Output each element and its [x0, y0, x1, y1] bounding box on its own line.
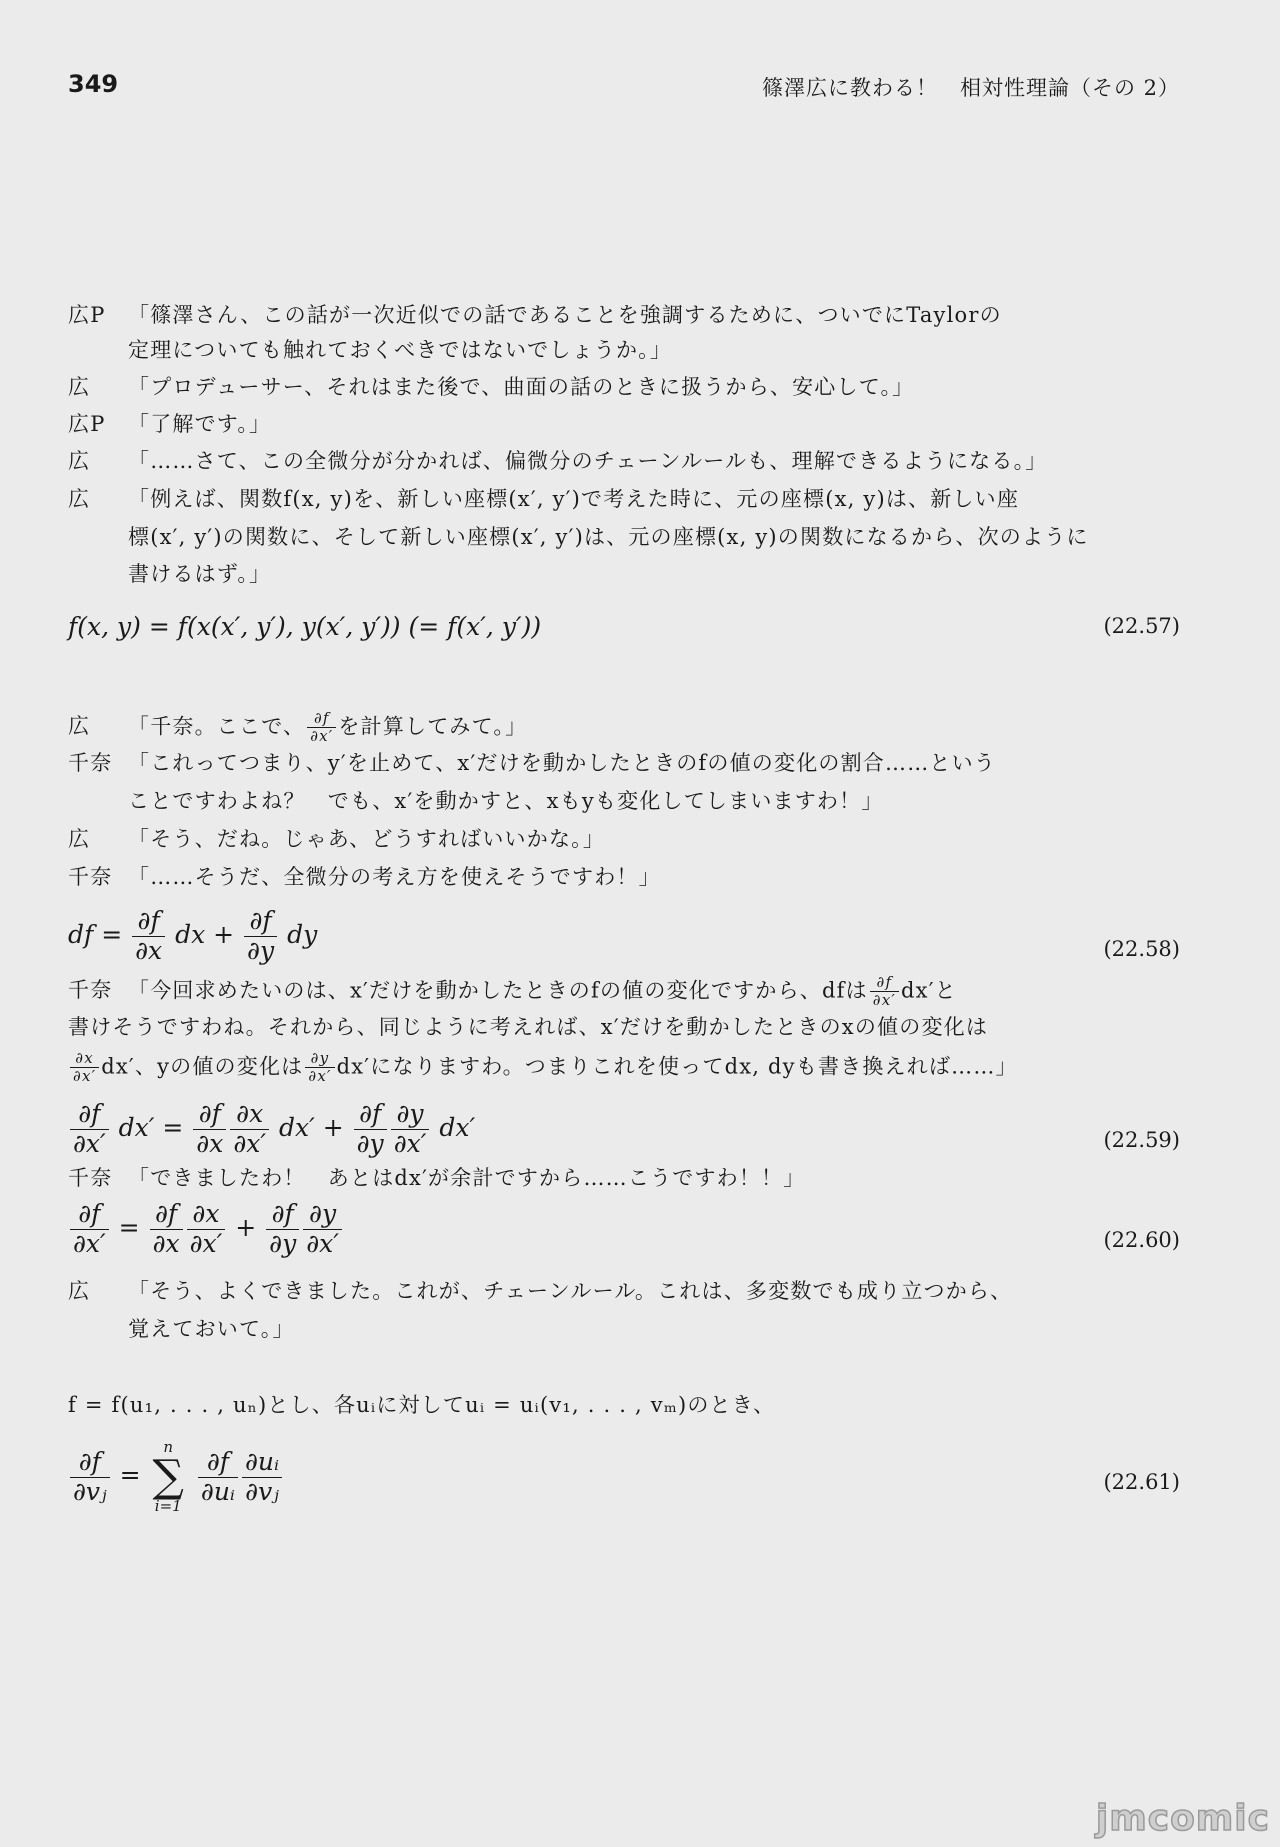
inline-fraction: $\frac{\partial f}{\partial x'}$ [307, 710, 336, 746]
page-number: 349 [68, 70, 119, 98]
equation-number: (22.59) [1103, 1128, 1180, 1152]
dialogue-line: 書けるはず。」 [128, 562, 272, 586]
theorem-statement: f = f(u₁, . . . , uₙ)とし、各uᵢに対してuᵢ = uᵢ(v₁, . . . , vₘ)のとき、 [68, 1393, 776, 1417]
equation-number: (22.58) [1103, 937, 1180, 961]
dialogue-line: 千奈 「今回求めたいのは、x′だけを動かしたときのfの値の変化ですから、dfは $\frac{\partial f}{\partial x'}$ dx′と [68, 973, 957, 1010]
dialogue-line: 広 「千奈。ここで、 $\frac{\partial f}{\partial x'}$ を計算してみて。」 [68, 709, 528, 746]
dialogue-line: 広 「そう、だね。じゃあ、どうすればいいかな。」 [68, 827, 606, 851]
summation: n ∑ i=1 [152, 1438, 184, 1515]
equation-22-59: $\frac{\partial f}{\partial x'}$ dx′ = $\frac{\partial f}{\partial x}$ $\frac{\partial x}{\partial x'}$ dx′ + $\frac{\partial f}{\partial y}$ $\frac{\partial y}{\partial x'}$ dx′ (22.59) [68, 1100, 1178, 1159]
dialogue-line: ことですわよね？ でも、x′を動かすと、xもyも変化してしまいますわ！」 [128, 789, 884, 813]
running-title: 篠澤広に教わる！ 相対性理論（その 2） [761, 76, 1180, 100]
dialogue-line: $\frac{\partial x}{\partial x'}$ dx′、yの値の変化は $\frac{\partial y}{\partial x'}$ dx′になりますわ。つまりこれを使ってdx, dyも書き換えれば……」 [68, 1050, 1018, 1086]
dialogue-line: 標(x′, y′)の関数に、そして新しい座標(x′, y′)は、元の座標(x, y)の関数になるから、次のように [128, 525, 1089, 549]
watermark: jmcomic [1095, 1798, 1270, 1839]
dialogue-line: 書けそうですわね。それから、同じように考えれば、x′だけを動かしたときのxの値の変化は [68, 1015, 989, 1039]
equation-22-61: $\frac{\partial f}{\text{∂vⱼ}}$ = n ∑ i=1 $\frac{\partial f}{\text{∂uᵢ}}$ $\frac{\text{∂uᵢ}}{\text{∂vⱼ}}$ (22.61) [68, 1440, 1178, 1514]
equation-number: (22.61) [1103, 1470, 1180, 1494]
equation-22-57: f(x, y) = f(x(x′, y′), y(x′, y′)) (= f(x′, y′)) (22.57) [68, 612, 1180, 641]
equation-22-58: df = $\frac{\partial f}{\partial x}$ dx + $\frac{\partial f}{\partial y}$ dy (22.58) [68, 906, 1180, 965]
dialogue-line: 広P 「篠澤さん、この話が一次近似での話であることを強調するために、ついでにTaylorの [68, 303, 1002, 327]
dialogue-line: 定理についても触れておくべきではないでしょうか。」 [128, 338, 673, 362]
dialogue-line: 千奈 「これってつまり、y′を止めて、x′だけを動かしたときのfの値の変化の割合……という [68, 751, 996, 775]
dialogue-line: 千奈 「……そうだ、全微分の考え方を使えそうですわ！」 [68, 865, 661, 889]
dialogue-line: 千奈 「できましたわ！ あとはdx′が余計ですから……こうですわ！！」 [68, 1166, 806, 1190]
dialogue-line: 広 「そう、よくできました。これが、チェーンルール。これは、多変数でも成り立つから、 [68, 1279, 1013, 1303]
dialogue-line: 覚えておいて。」 [128, 1317, 295, 1341]
dialogue-line: 広 「プロデューサー、それはまた後で、曲面の話のときに扱うから、安心して。」 [68, 375, 915, 399]
equation-number: (22.60) [1103, 1228, 1180, 1252]
dialogue-line: 広 「……さて、この全微分が分かれば、偏微分のチェーンルールも、理解できるようになる。」 [68, 449, 1048, 473]
equation-22-60: $\frac{\partial f}{\partial x'}$ = $\frac{\partial f}{\partial x}$ $\frac{\partial x}{\partial x'}$ + $\frac{\partial f}{\partial y}$ $\frac{\partial y}{\partial x'}$ (22.60) [68, 1200, 1178, 1259]
dialogue-line: 広 「例えば、関数f(x, y)を、新しい座標(x′, y′)で考えた時に、元の座標(x, y)は、新しい座 [68, 487, 1020, 511]
equation-number: (22.57) [1103, 614, 1180, 638]
dialogue-line: 広P 「了解です。」 [68, 412, 272, 436]
